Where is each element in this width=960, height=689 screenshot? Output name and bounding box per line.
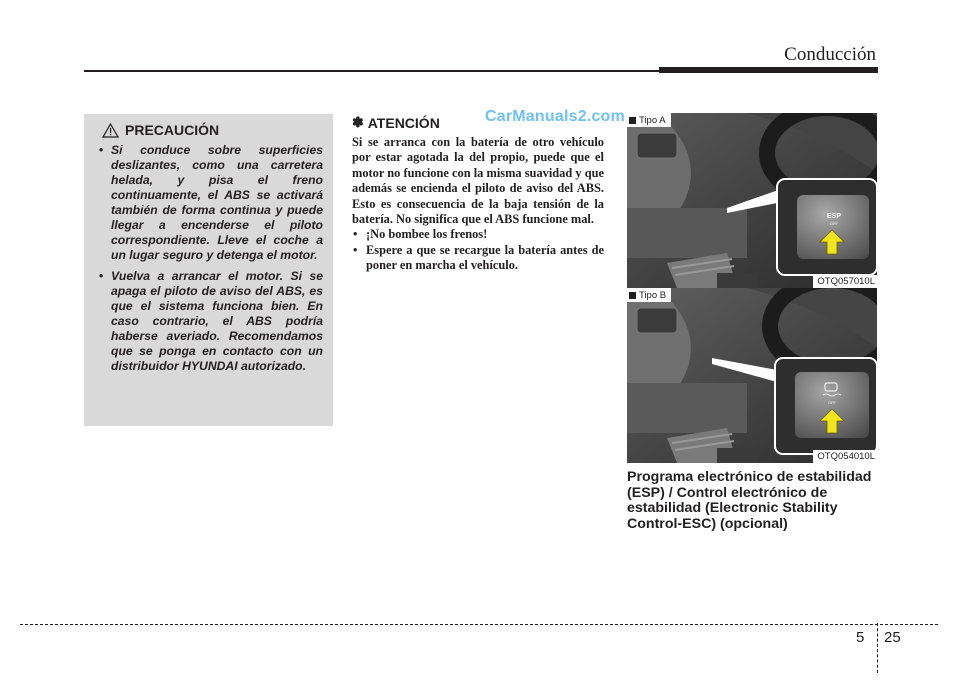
dashboard-photo — [627, 288, 877, 463]
attention-paragraph: Si se arranca con la batería de otro vehículo por estar agotada la del propio, puede que el motor no funcione con la misma suavidad y que además se encienda el piloto de aviso del ABS. Esto es consecuencia de la baja tensión de la batería. No significa que el ABS funcione mal. — [352, 135, 604, 227]
dashboard-photo — [627, 113, 877, 288]
header-rule — [84, 70, 659, 72]
attention-title: ATENCIÓN — [367, 114, 440, 131]
figure-tag-label: Tipo B — [639, 289, 667, 301]
esp-button-sub: OFF — [828, 400, 836, 405]
caution-header — [102, 122, 323, 138]
footer-rule — [20, 624, 938, 625]
section-title: Conducción — [784, 44, 876, 65]
figure-type-a — [627, 113, 877, 288]
caution-item: • Vuelva a arrancar el motor. Si se apaga el piloto de aviso del ABS, es que el sistema funciona bien. En caso contrario, el ABS podría haberse averiado. Recomendamos que se ponga en contacto con un distribuidor HYUNDAI autorizado. — [96, 269, 323, 374]
caution-box — [84, 114, 333, 426]
esp-button-sub: OFF — [830, 221, 838, 226]
caution-item: • Si conduce sobre superficies deslizantes, como una carretera helada, y pisa el freno continuamente, el ABS se activará también de forma continua y puede llegar a encenderse el piloto correspondiente. Lleve el coche a un lugar seguro y detenga el motor. — [96, 143, 323, 263]
square-bullet-icon — [629, 292, 636, 299]
caution-list — [96, 143, 323, 374]
attention-bullets — [352, 227, 604, 273]
attention-bullet: • Espere a que se recargue la batería antes de poner en marcha el vehículo. — [352, 243, 604, 274]
chapter-number: 5 — [856, 629, 865, 646]
square-bullet-icon — [629, 117, 636, 124]
figure-type-b — [627, 288, 877, 463]
caution-title: PRECAUCIÓN — [125, 122, 220, 138]
watermark-link[interactable]: CarManuals2.com — [485, 108, 625, 125]
header-rule-tab — [659, 67, 878, 73]
figure-tag — [627, 288, 671, 302]
warning-triangle-icon — [102, 123, 119, 138]
attention-body — [352, 135, 604, 274]
figure-tag — [627, 113, 671, 127]
attention-bullet: • ¡No bombee los frenos! — [352, 227, 604, 242]
figure-code: OTQ054010L — [813, 450, 877, 463]
section-heading: Programa electrónico de estabilidad (ESP) / Control electrónico de estabilidad (Electronic Stability Control-ESC) (opcional) — [627, 469, 872, 532]
attention-header — [352, 114, 440, 131]
esp-button-label: ESP — [827, 213, 842, 220]
page-number: 25 — [884, 629, 901, 646]
figure-code: OTQ057010L — [813, 275, 877, 288]
figure-tag-label: Tipo A — [639, 114, 666, 126]
asterisk-icon: ✽ — [352, 114, 364, 130]
footer-divider — [877, 623, 878, 673]
